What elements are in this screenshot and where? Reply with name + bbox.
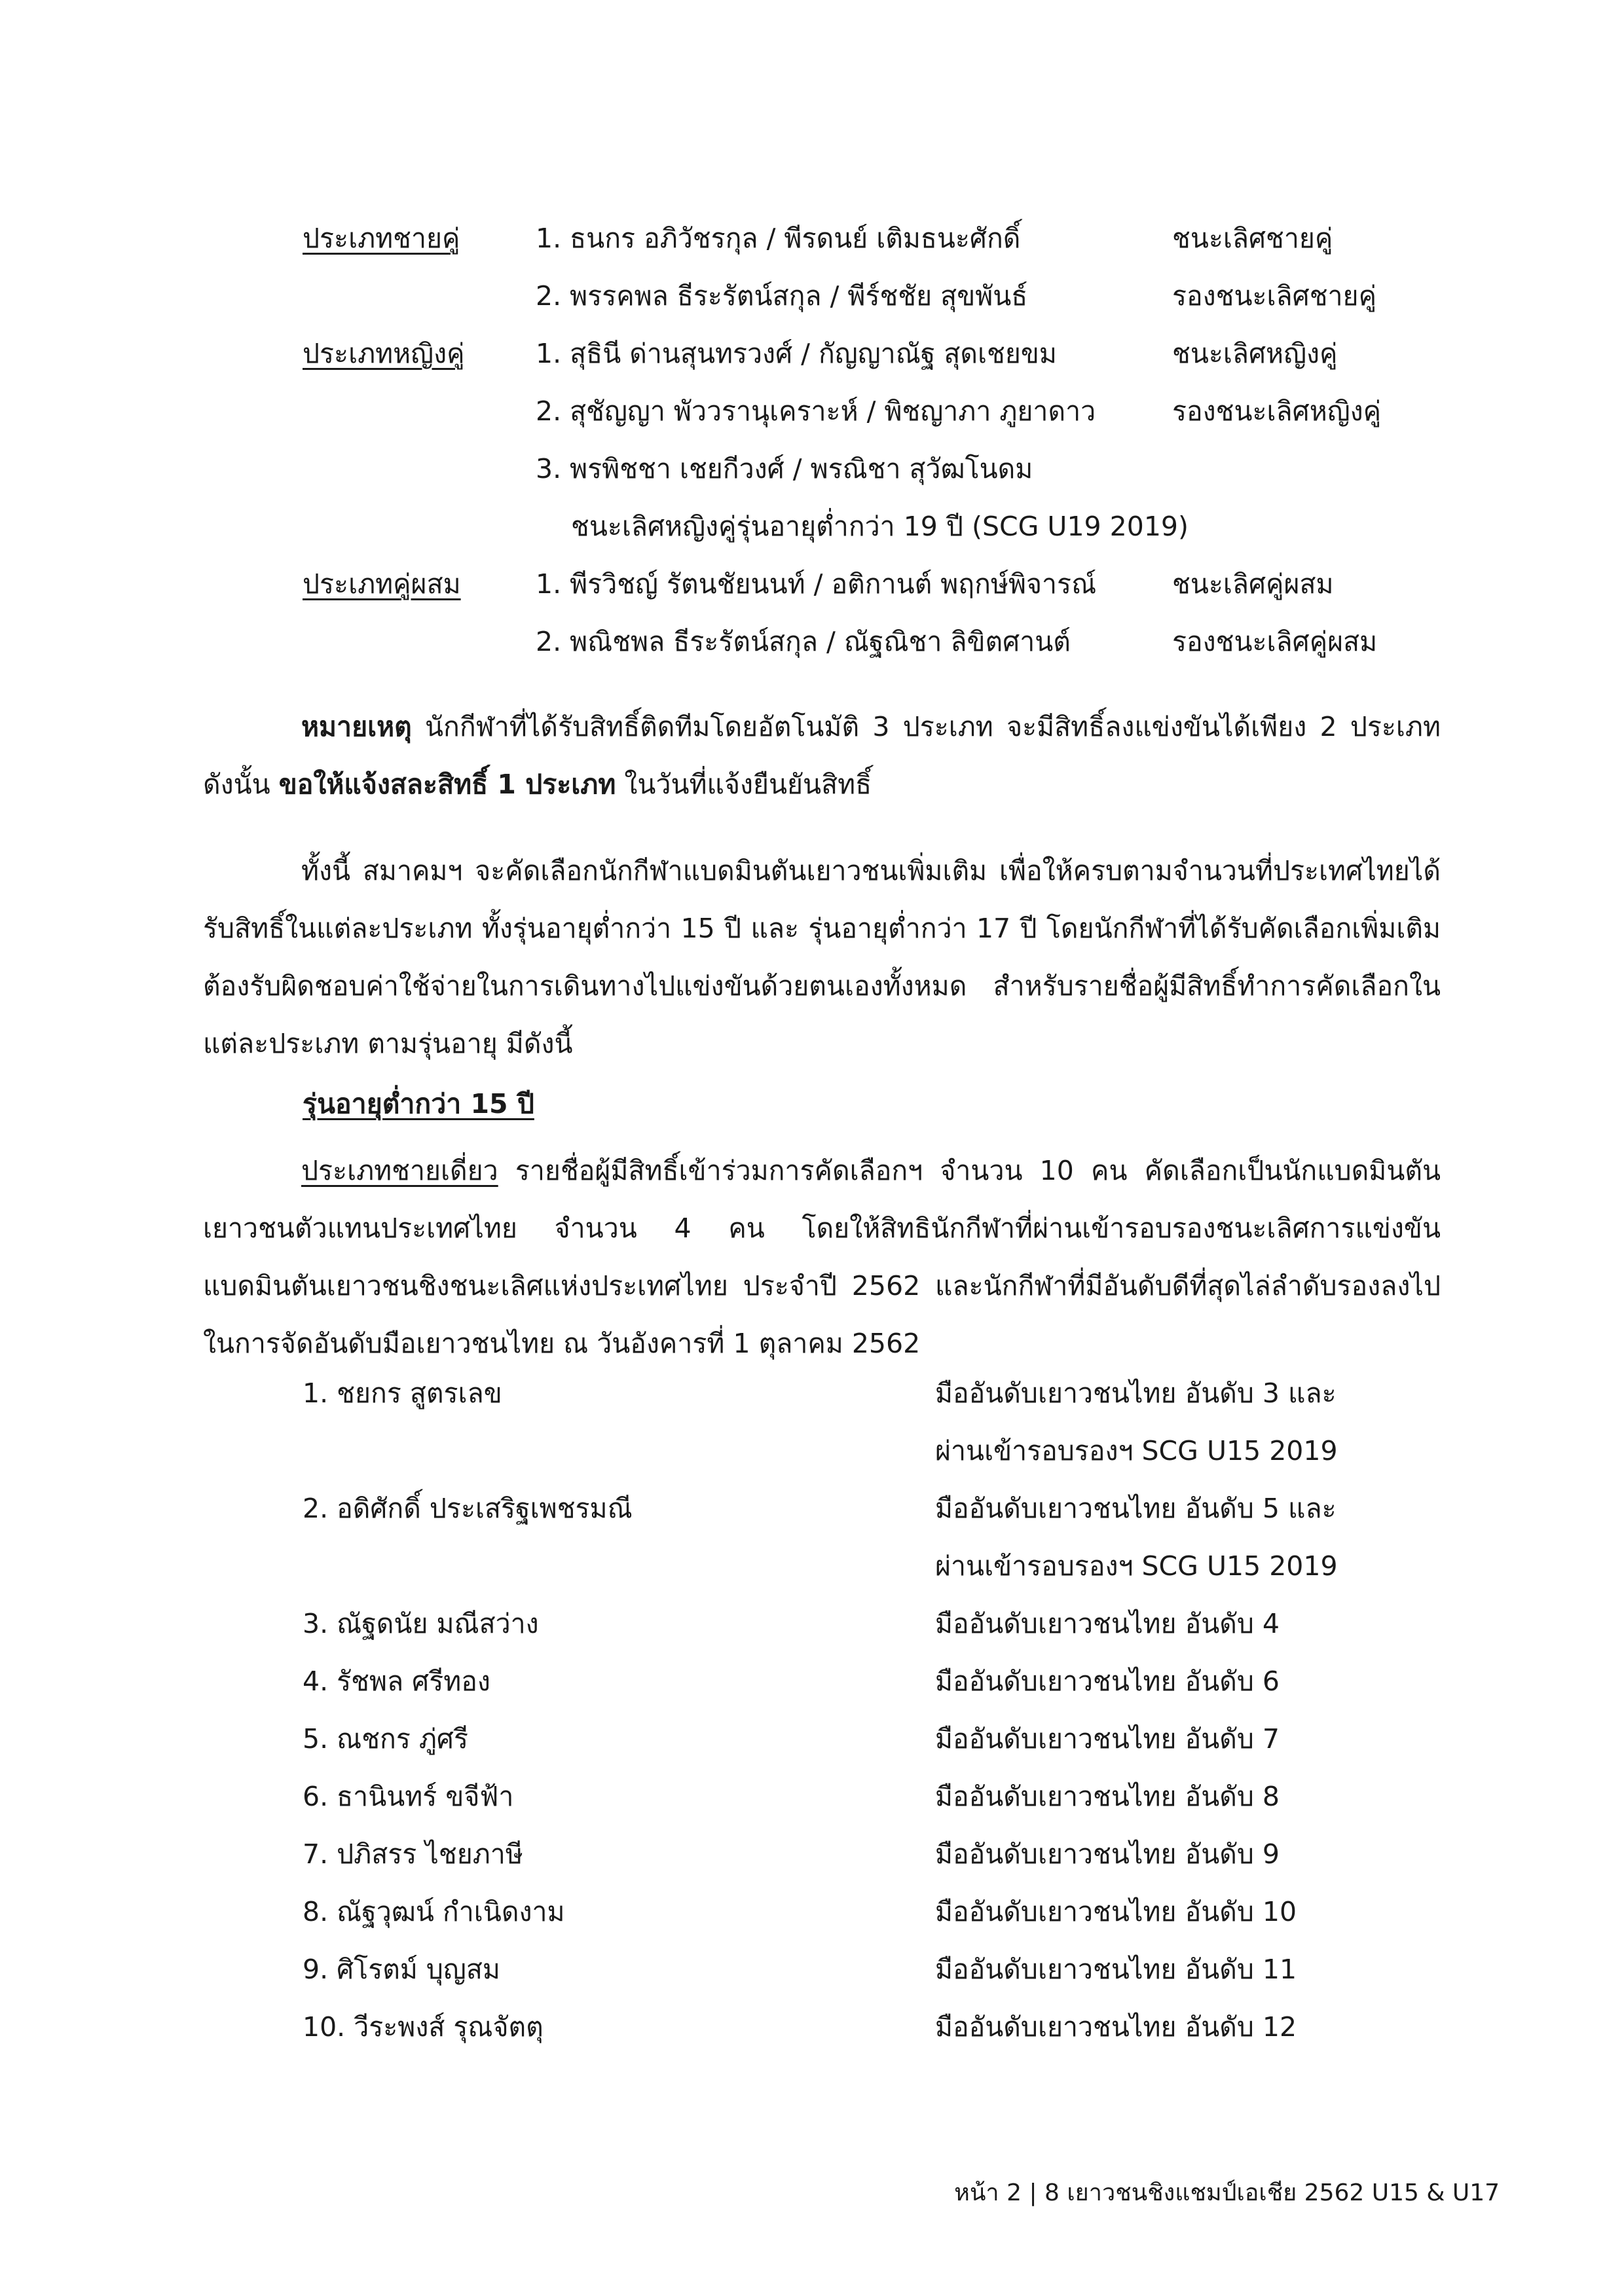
entry-names: 1. ธนกร อภิวัชรกุล / พีรดนย์ เติมธนะศักดิ์: [536, 223, 1021, 254]
player-rank: มืออันดับเยาวชนไทย อันดับ 10: [935, 1896, 1297, 1927]
entry-names: 1. สุธินี ด่านสุนทรวงศ์ / กัญญาณัฐ สุดเชยขม: [536, 338, 1057, 369]
selection-paragraph: [203, 842, 1441, 1072]
selection-paragraph-text: ทั้งนี้ สมาคมฯ จะคัดเลือกนักกีฬาแบดมินตันเยาวชนเพิ่มเติม เพื่อให้ครบตามจำนวนที่ประเทศไทยได้รับสิทธิ์ในแต่ละประเภท ทั้งรุ่นอายุต่ำกว่า 15 ปี และ รุ่นอายุต่ำกว่า 17 ปี โดยนักกีฬาที่ได้รับคัดเลือกเพิ่มเติม ต้องรับผิดชอบค่าใช้จ่ายในการเดินทางไปแข่งขันด้วยตนเองทั้งหมด สำหรับรายชื่อผู้มีสิทธิ์ทำการคัดเลือกในแต่ละประเภท ตามรุ่นอายุ มีดังนี้: [203, 855, 1441, 1059]
player-rank: มืออันดับเยาวชนไทย อันดับ 3 และ: [935, 1377, 1337, 1409]
entry-result: รองชนะเลิศหญิงคู่: [1172, 395, 1382, 427]
entry-names: 1. พีรวิชญ์ รัตนชัยนนท์ / อติกานต์ พฤกษ์พิจารณ์: [536, 568, 1097, 600]
player-rank: มืออันดับเยาวชนไทย อันดับ 9: [935, 1838, 1280, 1870]
player-name: 5. ณชกร ภู่ศรี: [303, 1723, 468, 1755]
player-rank: มืออันดับเยาวชนไทย อันดับ 6: [935, 1666, 1280, 1697]
player-rank: มืออันดับเยาวชนไทย อันดับ 5 และ: [935, 1493, 1337, 1524]
player-rank: มืออันดับเยาวชนไทย อันดับ 12: [935, 2011, 1297, 2043]
entry-names: 3. พรพิชชา เชยกีวงศ์ / พรณิชา สุวัฒโนดม: [536, 453, 1033, 484]
remark-label: หมายเหตุ: [301, 711, 412, 742]
player-name: 2. อดิศักดิ์ ประเสริฐเพชรมณี: [303, 1493, 633, 1524]
section-heading-u15: รุ่นอายุต่ำกว่า 15 ปี: [303, 1088, 534, 1120]
player-name: 1. ชยกร สูตรเลข: [303, 1377, 502, 1409]
entry-result: รองชนะเลิศชายคู่: [1172, 280, 1377, 312]
category-mens-doubles: ประเภทชายคู่: [303, 223, 460, 254]
page-footer: หน้า 2 | 8 เยาวชนชิงแชมป์เอเชีย 2562 U15 & U17: [954, 2179, 1500, 2206]
entry-result: ชนะเลิศชายคู่: [1172, 223, 1333, 254]
category-mixed-doubles: ประเภทคู่ผสม: [303, 568, 461, 600]
remark-paragraph: [203, 698, 1441, 813]
entry-names: 2. สุชัญญา พัววรานุเคราะห์ / พิชญาภา ภูยาดาว: [536, 395, 1096, 427]
entry-names: 2. พณิชพล ธีระรัตน์สกุล / ณัฐณิชา ลิขิตศานต์: [536, 626, 1071, 657]
player-name: 3. ณัฐดนัย มณีสว่าง: [303, 1608, 539, 1639]
remark-text-end: ในวันที่แจ้งยืนยันสิทธิ์: [616, 769, 872, 800]
player-rank: มืออันดับเยาวชนไทย อันดับ 11: [935, 1954, 1297, 1985]
entry-note: ชนะเลิศหญิงคู่รุ่นอายุต่ำกว่า 19 ปี (SCG U19 2019): [571, 511, 1189, 542]
player-rank: มืออันดับเยาวชนไทย อันดับ 7: [935, 1723, 1280, 1755]
category-boys-singles: ประเภทชายเดี่ยว: [301, 1155, 498, 1186]
entry-result: ชนะเลิศหญิงคู่: [1172, 338, 1338, 369]
category-womens-doubles: ประเภทหญิงคู่: [303, 338, 465, 369]
player-rank: มืออันดับเยาวชนไทย อันดับ 8: [935, 1781, 1280, 1812]
remark-bold: ขอให้แจ้งสละสิทธิ์ 1 ประเภท: [278, 769, 616, 800]
u15-intro-paragraph: [203, 1142, 1441, 1372]
player-name: 4. รัชพล ศรีทอง: [303, 1666, 490, 1697]
player-name: 8. ณัฐวุฒน์ กำเนิดงาม: [303, 1896, 565, 1927]
player-name: 9. ศิโรตม์ บุญสม: [303, 1954, 500, 1985]
remark-text: นักกีฬาที่ได้รับสิทธิ์ติดทีมโดยอัตโนมัติ 3 ประเภท จะมีสิทธิ์ลงแข่งขันได้เพียง 2 ประเภท ดังนั้น: [203, 711, 1441, 800]
player-rank-note: ผ่านเข้ารอบรองฯ SCG U15 2019: [935, 1550, 1338, 1582]
player-name: 10. วีระพงส์ รุณจัตตุ: [303, 2011, 544, 2043]
player-rank-note: ผ่านเข้ารอบรองฯ SCG U15 2019: [935, 1435, 1338, 1467]
player-name: 6. ธานินทร์ ขจีฟ้า: [303, 1781, 514, 1812]
entry-result: ชนะเลิศคู่ผสม: [1172, 568, 1334, 600]
entry-names: 2. พรรคพล ธีระรัตน์สกุล / พีร์ชชัย สุขพันธ์: [536, 280, 1028, 312]
entry-result: รองชนะเลิศคู่ผสม: [1172, 626, 1378, 657]
player-rank: มืออันดับเยาวชนไทย อันดับ 4: [935, 1608, 1280, 1639]
u15-intro-text: รายชื่อผู้มีสิทธิ์เข้าร่วมการคัดเลือกฯ จำนวน 10 คน คัดเลือกเป็นนักแบดมินตันเยาวชนตัวแทนประเทศไทย จำนวน 4 คน โดยให้สิทธินักกีฬาที่ผ่านเข้ารอบรองชนะเลิศการแข่งขันแบดมินตันเยาวชนชิงชนะเลิศแห่งประเทศไทย ประจำปี 2562 และนักกีฬาที่มีอันดับดีที่สุดไล่ลำดับรองลงไปในการจัดอันดับมือเยาวชนไทย ณ วันอังคารที่ 1 ตุลาคม 2562: [203, 1155, 1441, 1359]
player-name: 7. ปภิสรร ไชยภาษี: [303, 1838, 523, 1870]
